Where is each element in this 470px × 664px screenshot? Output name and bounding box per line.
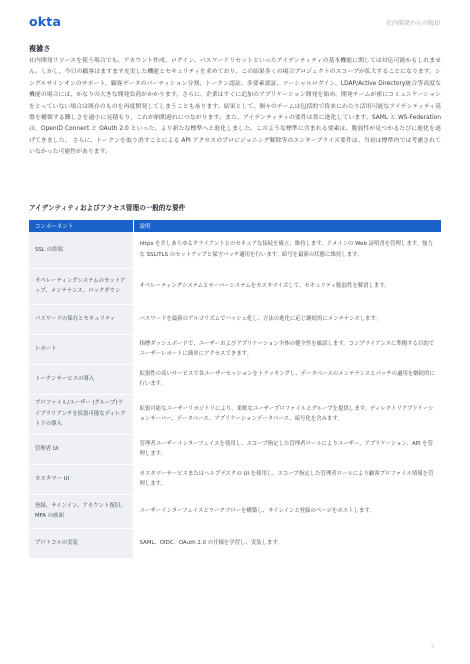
component-cell: 管理者 UI [29, 434, 133, 464]
component-cell: オペレーティングシステムのセットアップ、メンテナンス、ロックダウン [29, 268, 133, 304]
component-cell: カスタマー UI [29, 464, 133, 494]
table-row [29, 464, 441, 494]
column-header-description: 説明 [133, 220, 441, 232]
component-cell: 登録、サインイン、アカウント復旧、MFA の画面 [29, 494, 133, 528]
component-cell: トークンサービスの導入 [29, 364, 133, 394]
description-cell: カスタマーサービスまたはヘルプデスクの UI を使用し、スコープ指定した管理者ロールにより顧客プロファイル情報を管理します。 [133, 464, 441, 494]
page-number: 3 [430, 644, 434, 650]
column-header-component: コンポーネント [29, 220, 133, 232]
component-cell: プロトコルの実装 [29, 528, 133, 558]
section-heading: 複雑さ [29, 44, 51, 53]
table-heading: アイデンティティおよびアクセス管理の一般的な要件 [29, 204, 186, 212]
requirements-table [29, 220, 441, 559]
description-cell: 拡張可能なユーザーリポジトリにより、柔軟なユーザープロファイルとグループを提供します。ディレクトリアプリケーションサーバー、データベース、アプリケーションデータベース、暗号化を含みます。 [133, 394, 441, 434]
table-row [29, 394, 441, 434]
header-note: 社内開発からの脱却 [385, 20, 440, 27]
component-cell: プロファイル/ユーザー (グループ)ライブラリアンチを拡張可能なディレクトリの導入 [29, 394, 133, 434]
body-paragraph: 社内開発リソースを使う場合でも、アカウント作成、ログイン、パスワードリセットといったアイデンティティの基本機能に関しては対応可能かもしれません。しかし、今日の顧客はますます充実した機能とセキュリティを求めており、この結果多くの場合プロジェクトのスコープが拡大することになります。シングルサインオンのサポート、顧客データのパーティション分割、トークン認証、多要素認証、ソーシャルログイン、LDAP/Active Directory統合等高度な機能の場合には、かなりの大きな開発負荷がかかります。さらに、企業はすぐに追加のアプリケーション開発を始め、開発チームが密にコミュニケーションをとっていない場合は既存のものを再度開発してしまうこともあります。結果として、個々のチームは包括的で将来にわたり活用可能なアイデンティティ基盤を構築する難しさを過小に見積もり、これが納期遅れにつながります。また、アイデンティティの要件は常に進化しています。SAML と WS-Federation は、OpenID Connect と OAuth 2.0 といった、より新たな標準へと進化しました。このような標準に含まれる要素は、脆弱性が見つかるたびに進化を遂げてきました。 さらに、トークンを取り消すことによる API アクセスのプロビジョニング解除等のエンタープライズ要件は、当初は標準内では考慮されていなかった可能性があります。 [29, 58, 441, 156]
component-cell: レポート [29, 334, 133, 364]
description-cell: 管理者ユーザーインターフェイスを使用し、スコープ指定した管理者ロールによりユーザー、アプリケーション、API を管理します。 [133, 434, 441, 464]
table-row [29, 304, 441, 334]
table-row [29, 268, 441, 304]
description-cell: 指標ダッシュボードで、ユーザーおよびアプリケーション全体の健全性を確認します。コンプライアンスに準拠する目的でユーザーレポートに簡単にアクセスできます。 [133, 334, 441, 364]
component-cell: パスワードの保存とセキュリティ [29, 304, 133, 334]
description-cell: パスワードを最新のアルゴリズムでハッシュ化し、方法の進化に応じ継続的にメンテナンスします。 [133, 304, 441, 334]
table-header-row [29, 220, 441, 232]
table-row [29, 334, 441, 364]
description-cell: オペレーティングシステムとサーバーシステムをカスタマイズして、セキュリティ脆弱性を解消します。 [133, 268, 441, 304]
table-row [29, 528, 441, 558]
okta-logo: okta [29, 14, 62, 29]
table-body [29, 232, 441, 558]
component-cell: SSL の終端 [29, 232, 133, 268]
description-cell: 拡張性の高いサービスで各ユーザーセッションをトラッキングし、データベースのメンテナンスとパッチの適用を継続的に行います。 [133, 364, 441, 394]
description-cell: SAML、OIDC、OAuth 2.0 の仕様を学習し、実装します。 [133, 528, 441, 558]
table-row [29, 494, 441, 528]
description-cell: ユーザーインターフェイスとワークフローを構築し、サインインと登録のページをホストします。 [133, 494, 441, 528]
description-cell: https を介しあらゆるクライアントとのセキュアな接続を確立、維持します。ドメインの Web 証明書を管理します。強力な SSL/TLS のセットアップと保守パッチ適用を行います。暗号を最新の状態に維持します。 [133, 232, 441, 268]
table-row [29, 232, 441, 268]
table-row [29, 434, 441, 464]
table-row [29, 364, 441, 394]
